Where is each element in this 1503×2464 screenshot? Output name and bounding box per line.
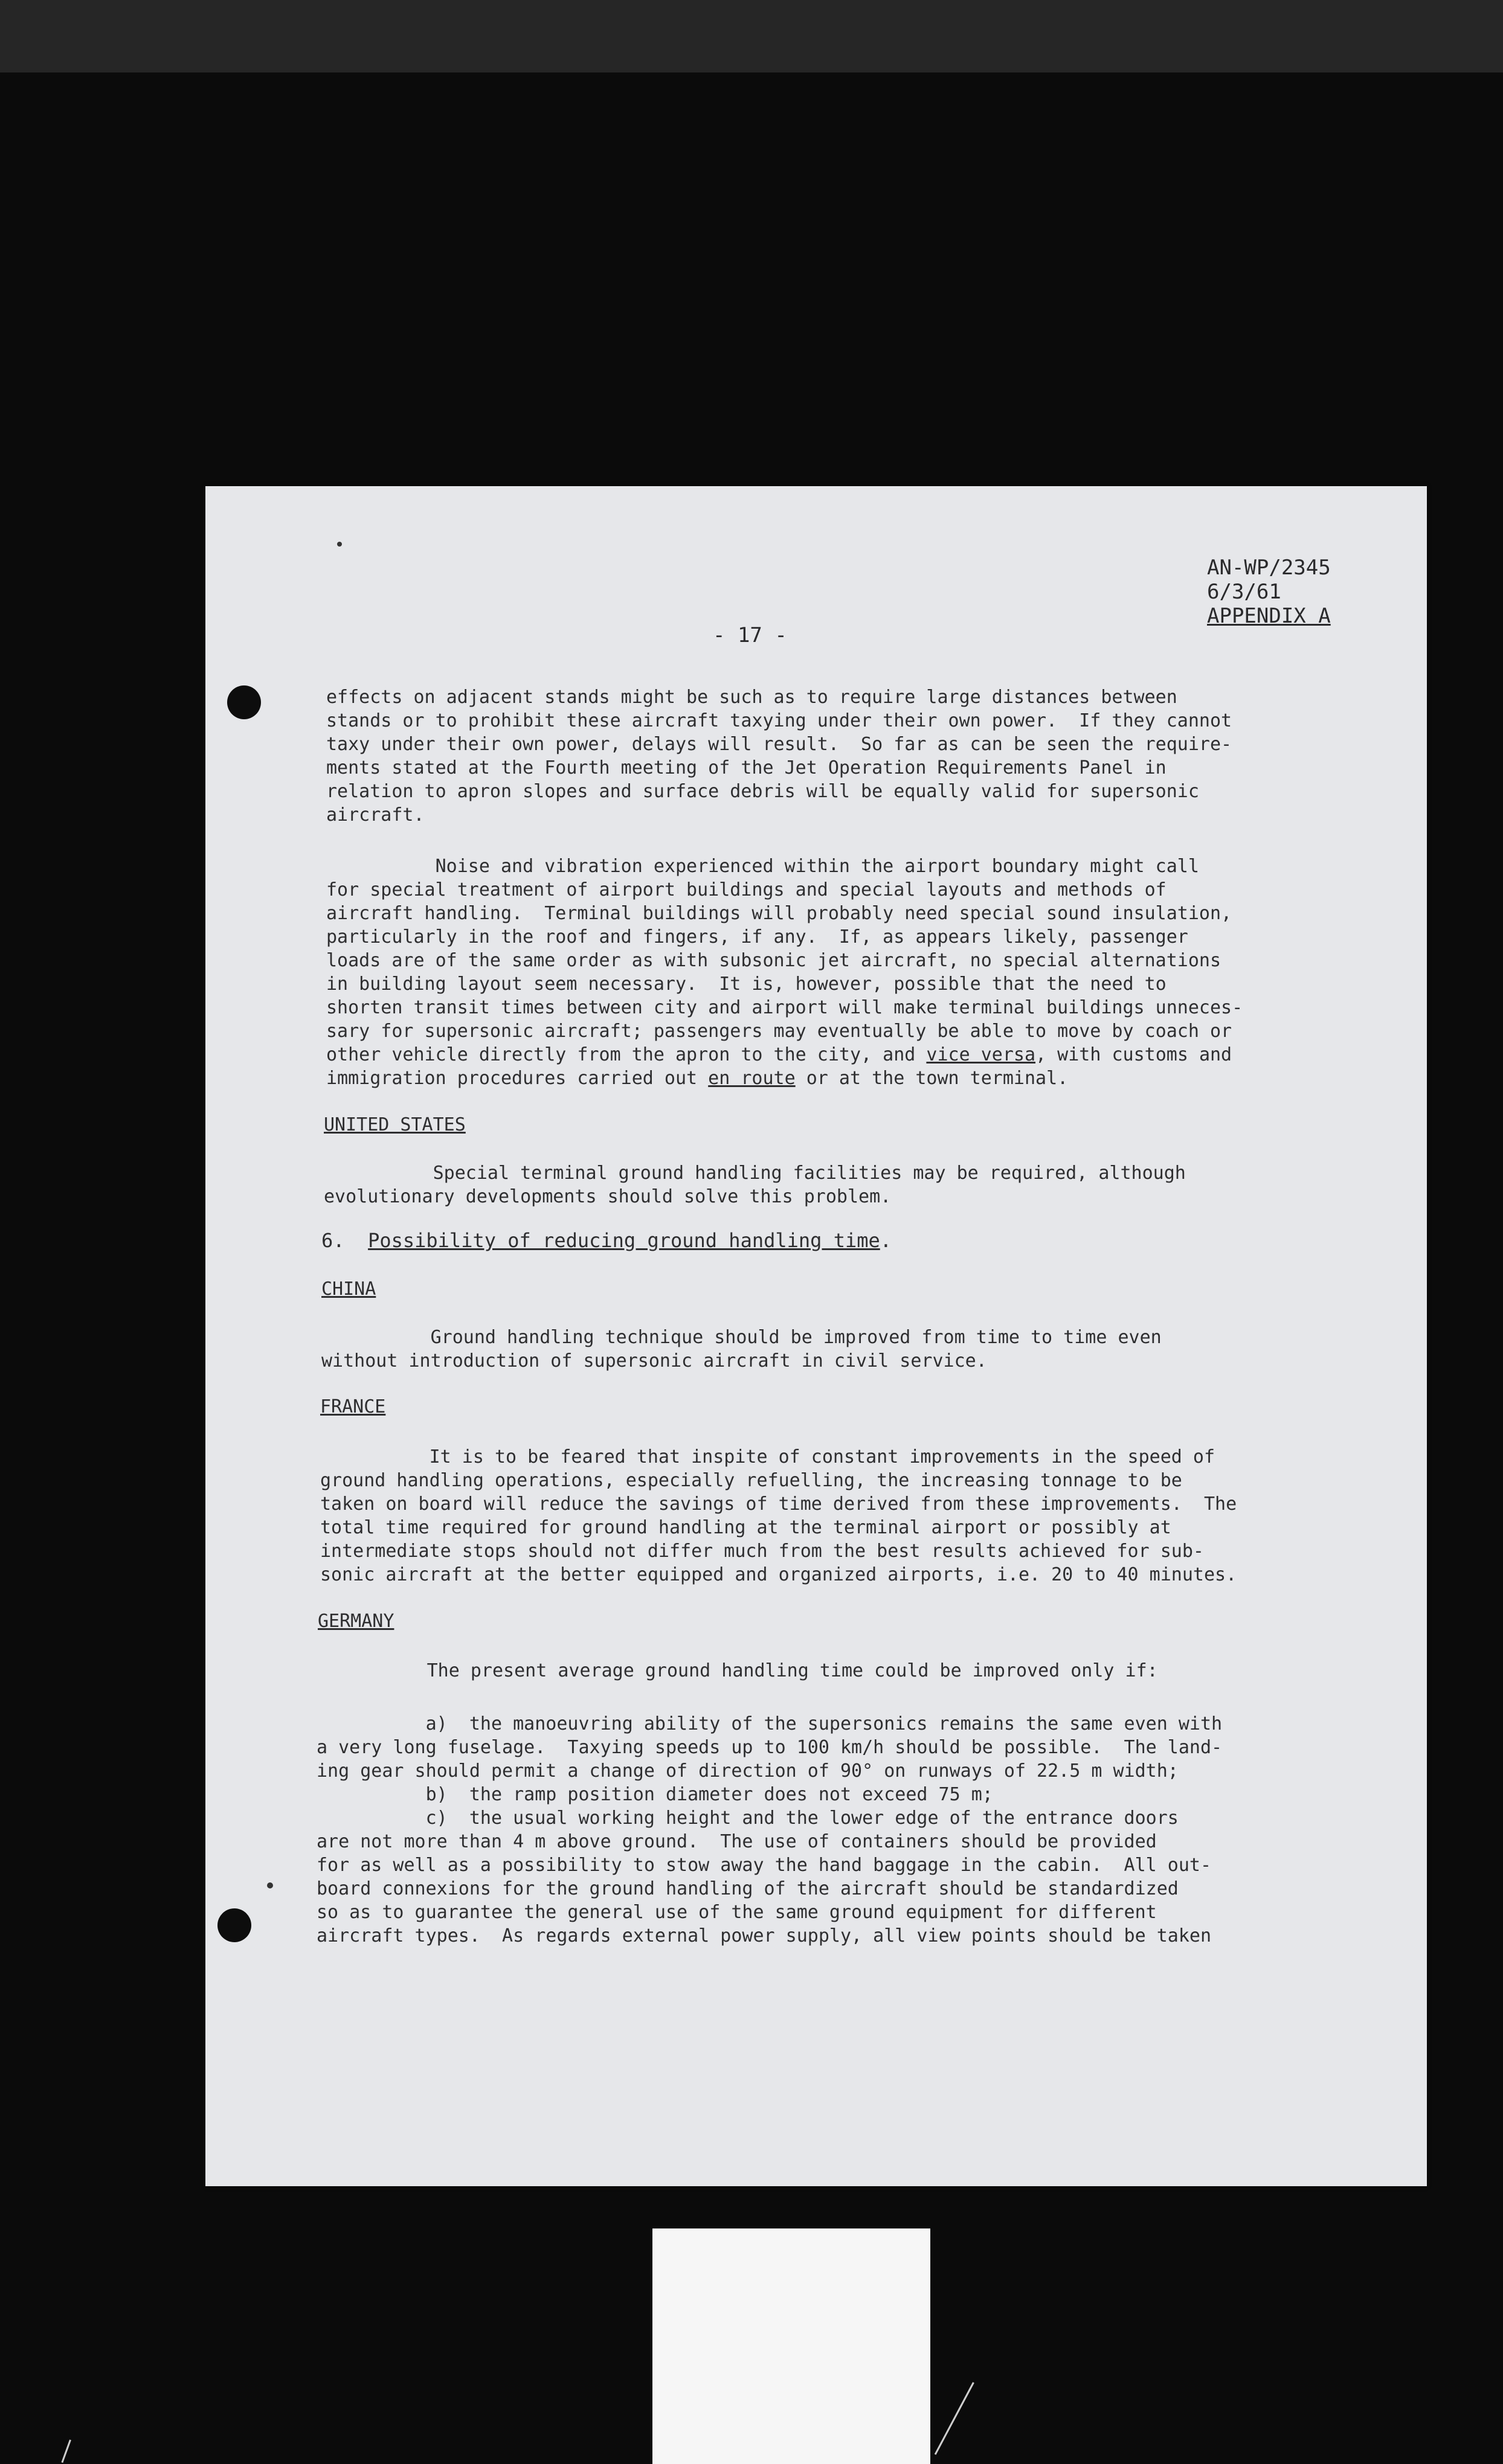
section-heading bbox=[321, 1229, 892, 1253]
text-line: for special treatment of airport buildings and special layouts and methods of bbox=[326, 879, 1167, 900]
text-line: evolutionary developments should solve this problem. bbox=[324, 1186, 892, 1207]
paragraph-france bbox=[320, 1445, 1237, 1587]
text-line: stands or to prohibit these aircraft taxying under their own power. If they cannot bbox=[326, 710, 1232, 731]
text-line: sonic aircraft at the better equipped and organized airports, i.e. 20 to 40 minutes. bbox=[320, 1564, 1237, 1585]
text-line: taxy under their own power, delays will result. So far as can be seen the require- bbox=[326, 734, 1232, 755]
text-run: or at the town terminal. bbox=[795, 1068, 1069, 1089]
text-line: a very long fuselage. Taxying speeds up to 100 km/h should be possible. The land- bbox=[317, 1737, 1223, 1758]
text-line: board connexions for the ground handling of the aircraft should be standardized bbox=[317, 1878, 1179, 1899]
text-line bbox=[326, 1067, 1243, 1090]
ink-speck bbox=[337, 542, 342, 547]
punch-hole bbox=[217, 1908, 251, 1942]
heading-china: CHINA bbox=[321, 1279, 376, 1300]
underlined-term: en route bbox=[708, 1068, 796, 1089]
paragraph-germany-conditions bbox=[317, 1712, 1222, 1948]
white-slip bbox=[652, 2228, 930, 2464]
paragraph-noise bbox=[326, 855, 1243, 1090]
heading-germany: GERMANY bbox=[318, 1611, 394, 1632]
section-title: Possibility of reducing ground handling time bbox=[368, 1229, 880, 1252]
text-run: other vehicle directly from the apron to the city, and bbox=[326, 1044, 927, 1065]
text-line: Noise and vibration experienced within the airport boundary might call bbox=[326, 856, 1199, 877]
text-line: aircraft types. As regards external power supply, all view points should be taken bbox=[317, 1925, 1212, 1946]
text-line: It is to be feared that inspite of constant improvements in the speed of bbox=[320, 1446, 1215, 1468]
paragraph-germany-intro bbox=[318, 1659, 1158, 1683]
text-line bbox=[326, 1043, 1243, 1067]
text-line: total time required for ground handling at the terminal airport or possibly at bbox=[320, 1517, 1171, 1538]
text-line: taken on board will reduce the savings of time derived from these improvements. The bbox=[320, 1493, 1237, 1515]
paragraph-us bbox=[324, 1161, 1186, 1208]
text-line: Special terminal ground handling facilities may be required, although bbox=[324, 1163, 1186, 1184]
text-line: loads are of the same order as with subsonic jet aircraft, no special alternations bbox=[326, 950, 1221, 971]
heading-france: FRANCE bbox=[320, 1396, 386, 1417]
text-line: aircraft. bbox=[326, 804, 425, 826]
section-period: . bbox=[880, 1229, 892, 1252]
text-line: ing gear should permit a change of direction of 90° on runways of 22.5 m width; bbox=[317, 1760, 1179, 1782]
text-line: are not more than 4 m above ground. The use of containers should be provided bbox=[317, 1831, 1157, 1852]
ink-speck bbox=[267, 1882, 273, 1888]
heading-united-states: UNITED STATES bbox=[324, 1114, 466, 1135]
text-line: b) the ramp position diameter does not exceed 75 m; bbox=[317, 1784, 993, 1805]
text-line: so as to guarantee the general use of the same ground equipment for different bbox=[317, 1902, 1157, 1923]
text-line: intermediate stops should not differ much from the best results achieved for sub- bbox=[320, 1541, 1204, 1562]
document-page bbox=[205, 486, 1427, 2186]
text-line: Ground handling technique should be improved from time to time even bbox=[321, 1327, 1162, 1348]
doc-ref: AN-WP/2345 bbox=[1207, 556, 1331, 580]
text-line: c) the usual working height and the lower edge of the entrance doors bbox=[317, 1808, 1179, 1829]
text-run: , with customs and bbox=[1035, 1044, 1232, 1065]
appendix-label: APPENDIX A bbox=[1207, 604, 1331, 628]
text-line: particularly in the roof and fingers, if any. If, as appears likely, passenger bbox=[326, 926, 1188, 948]
text-line: ments stated at the Fourth meeting of the Jet Operation Requirements Panel in bbox=[326, 757, 1167, 778]
punch-hole bbox=[227, 685, 261, 719]
text-line: effects on adjacent stands might be such as to require large distances between bbox=[326, 687, 1177, 708]
text-line: a) the manoeuvring ability of the supersonics remains the same even with bbox=[317, 1713, 1223, 1734]
text-line: shorten transit times between city and airport will make terminal buildings unneces- bbox=[326, 997, 1243, 1018]
text-line: sary for supersonic aircraft; passengers may eventually be able to move by coach or bbox=[326, 1021, 1232, 1042]
text-line: without introduction of supersonic aircraft in civil service. bbox=[321, 1350, 987, 1372]
document-reference bbox=[1207, 556, 1331, 628]
paragraph-china bbox=[321, 1326, 1162, 1373]
text-line: in building layout seem necessary. It is, however, possible that the need to bbox=[326, 974, 1167, 995]
text-line: relation to apron slopes and surface debris will be equally valid for supersonic bbox=[326, 781, 1199, 802]
text-line: ground handling operations, especially refuelling, the increasing tonnage to be bbox=[320, 1470, 1182, 1491]
section-number: 6. bbox=[321, 1229, 345, 1252]
doc-date: 6/3/61 bbox=[1207, 580, 1281, 604]
underlined-term: vice versa bbox=[926, 1044, 1036, 1065]
film-scratch bbox=[61, 2439, 71, 2463]
film-top-band bbox=[0, 0, 1503, 72]
text-line: The present average ground handling time could be improved only if: bbox=[318, 1660, 1158, 1681]
text-line: aircraft handling. Terminal buildings will probably need special sound insulation, bbox=[326, 903, 1232, 924]
page-number: - 17 - bbox=[713, 623, 787, 647]
film-scratch bbox=[935, 2382, 974, 2455]
paragraph-stands bbox=[326, 685, 1232, 827]
text-run: immigration procedures carried out bbox=[326, 1068, 709, 1089]
text-line: for as well as a possibility to stow away the hand baggage in the cabin. All out- bbox=[317, 1855, 1212, 1876]
